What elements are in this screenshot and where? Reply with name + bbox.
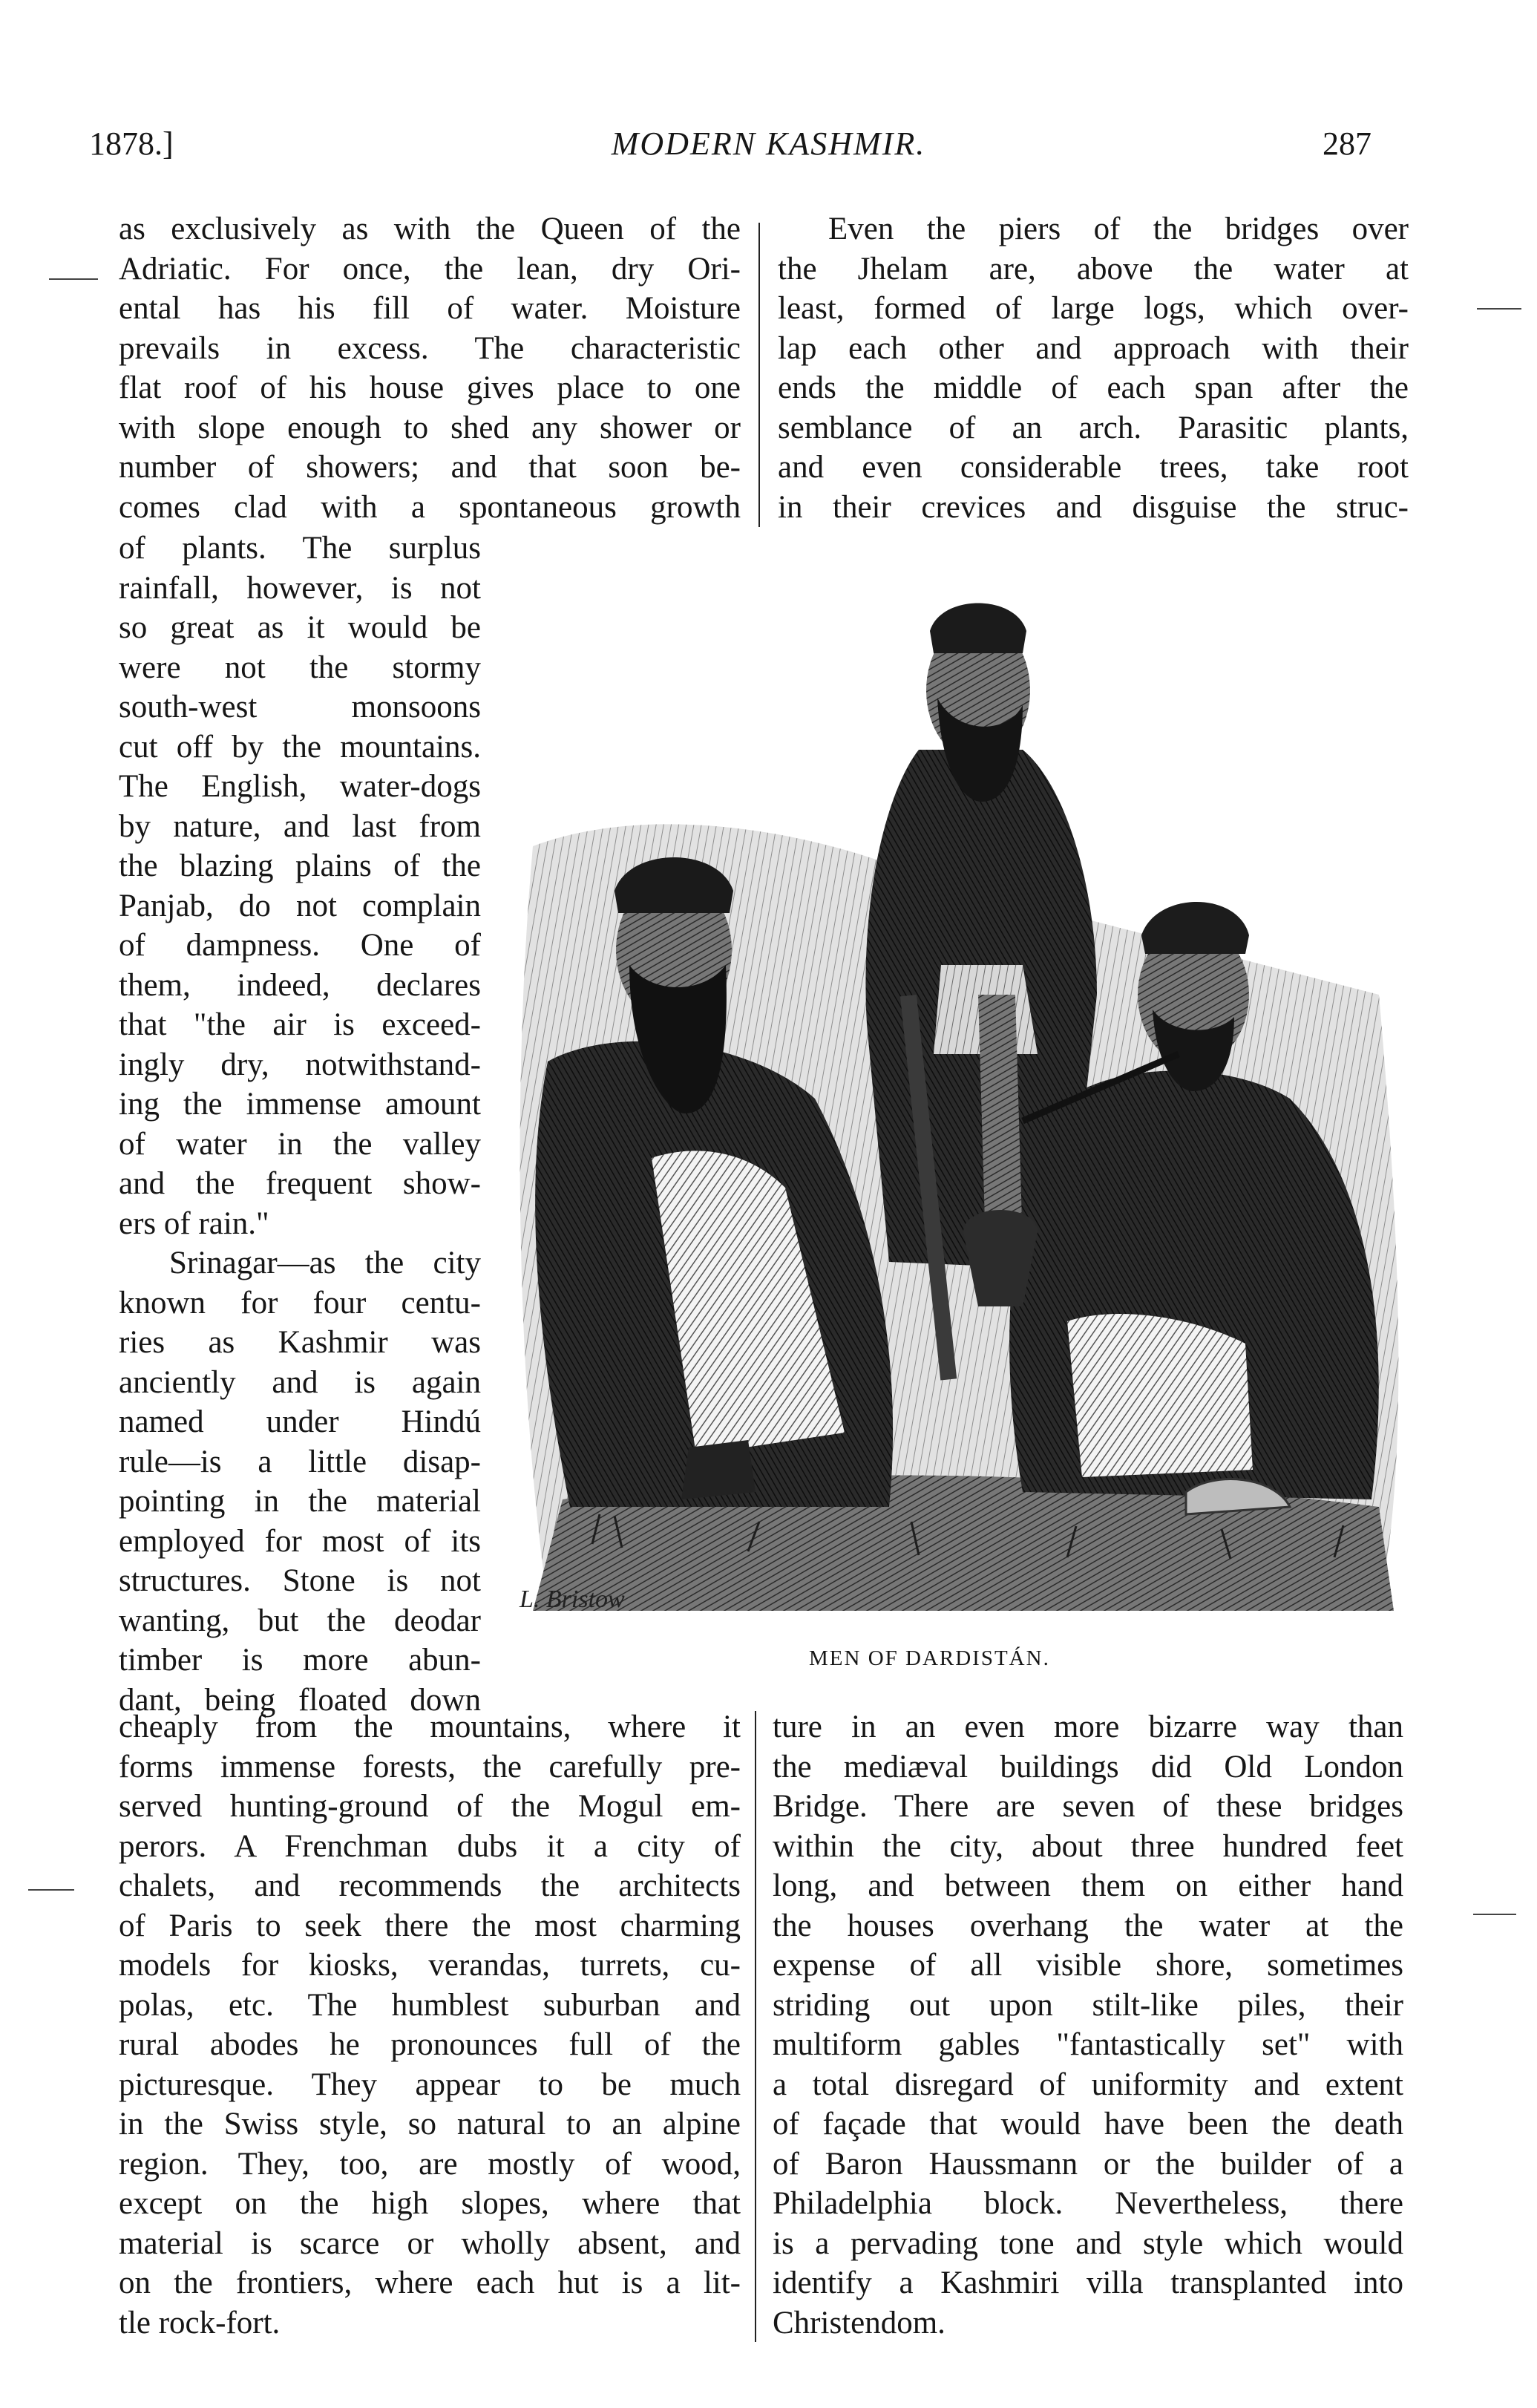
margin-mark (28, 1889, 74, 1891)
running-title: MODERN KASHMIR. (611, 125, 926, 162)
text-line: semblance of an arch. Parasitic plants, (778, 410, 1409, 445)
text-line: polas, etc. The humblest suburban and (119, 1987, 741, 2023)
text-line: as exclusively as with the Queen of the (119, 212, 741, 246)
text-line: rule—is a little disap- (119, 1444, 481, 1479)
text-line: cheaply from the mountains, where it (119, 1710, 741, 1744)
text-line: ingly dry, notwithstand- (119, 1047, 481, 1082)
text-line: named under Hindú (119, 1404, 481, 1439)
column-rule-top (758, 223, 760, 527)
text-line: ers of rain." (119, 1205, 269, 1241)
text-line: rural abodes he pronounces full of the (119, 2027, 741, 2062)
text-line: with slope enough to shed any shower or (119, 410, 741, 445)
bottom-right-column (773, 1707, 1403, 2343)
narrow-column (119, 529, 481, 1720)
text-line: wanting, but the deodar (119, 1603, 481, 1638)
text-line: Srinagar—as the city (169, 1246, 481, 1280)
text-line: of façade that would have been the death (773, 2107, 1403, 2142)
text-line: striding out upon stilt-like piles, their (773, 1987, 1403, 2023)
text-line: in the Swiss style, so natural to an alpine (119, 2107, 741, 2142)
text-line: and even considerable trees, take root (778, 450, 1409, 485)
text-line: least, formed of large logs, which over- (778, 291, 1409, 326)
text-line: lap each other and approach with their (778, 330, 1409, 366)
men-of-dardistan-figure (503, 579, 1409, 1637)
top-left-column (119, 209, 741, 527)
text-line: models for kiosks, verandas, turrets, cu- (119, 1948, 741, 1983)
text-line: pointing in the material (119, 1484, 481, 1519)
text-line: of water in the valley (119, 1126, 481, 1162)
text-line: flat roof of his house gives place to one (119, 370, 741, 405)
text-line: Bridge. There are seven of these bridges (773, 1789, 1403, 1824)
text-line: timber is more abun- (119, 1643, 481, 1678)
text-line: region. They, too, are mostly of wood, (119, 2146, 741, 2182)
text-line: comes clad with a spontaneous growth (119, 489, 741, 525)
text-line: rainfall, however, is not (119, 570, 481, 606)
text-line: Panjab, do not complain (119, 888, 481, 923)
text-line: Even the piers of the bridges over (828, 212, 1409, 246)
text-line: that "the air is exceed- (119, 1007, 481, 1042)
engraver-signature: L. Bristow (520, 1586, 625, 1613)
text-line: of plants. The surplus (119, 531, 481, 566)
text-line: ends the middle of each span after the (778, 370, 1409, 405)
text-line: and the frequent show- (119, 1166, 481, 1201)
text-line: Philadelphia block. Nevertheless, there (773, 2186, 1403, 2221)
text-line: on the frontiers, where each hut is a lit- (119, 2265, 741, 2300)
text-line: were not the stormy (119, 650, 481, 685)
text-line: south-west monsoons (119, 690, 481, 724)
text-line: them, indeed, declares (119, 967, 481, 1003)
text-line: chalets, and recommends the architects (119, 1868, 741, 1903)
text-line: the mediæval buildings did Old London (773, 1749, 1403, 1784)
text-line: ture in an even more bizarre way than (773, 1710, 1403, 1744)
text-line: of Paris to seek there the most charming (119, 1908, 741, 1943)
text-line: within the city, about three hundred feet (773, 1828, 1403, 1864)
margin-mark (1473, 1914, 1516, 1915)
margin-mark (1477, 308, 1521, 310)
text-line: so great as it would be (119, 610, 481, 645)
header-year: 1878.] (89, 125, 174, 162)
text-line: forms immense forests, the carefully pre- (119, 1749, 741, 1784)
text-line: employed for most of its (119, 1523, 481, 1559)
text-line: anciently and is again (119, 1364, 481, 1400)
text-line: a total disregard of uniformity and extent (773, 2067, 1403, 2102)
text-line: picturesque. They appear to be much (119, 2067, 741, 2102)
text-line: multiform gables "fantastically set" with (773, 2027, 1403, 2062)
text-line: in their crevices and disguise the struc- (778, 489, 1409, 525)
text-line: The English, water-dogs (119, 769, 481, 804)
text-line: the blazing plains of the (119, 848, 481, 883)
engraving-illustration (503, 579, 1409, 1637)
margin-mark (49, 278, 98, 280)
text-line: dant, being floated down (119, 1682, 481, 1718)
text-line: known for four centu- (119, 1285, 481, 1321)
bottom-left-column (119, 1707, 741, 2343)
text-line: ries as Kashmir was (119, 1325, 481, 1360)
text-line: identify a Kashmiri villa transplanted into (773, 2265, 1403, 2300)
text-line: ental has his fill of water. Moisture (119, 291, 741, 326)
text-line: tle rock-fort. (119, 2305, 281, 2340)
column-rule-bottom (755, 1711, 756, 2342)
text-line: expense of all visible shore, sometimes (773, 1948, 1403, 1983)
text-line: ing the immense amount (119, 1087, 481, 1122)
figure-caption: MEN OF DARDISTÁN. (809, 1646, 1050, 1670)
text-line: structures. Stone is not (119, 1563, 481, 1598)
page-number: 287 (1323, 125, 1371, 162)
text-line: cut off by the mountains. (119, 729, 481, 765)
top-right-column (778, 209, 1409, 527)
text-line: of Baron Haussmann or the builder of a (773, 2146, 1403, 2182)
text-line: except on the high slopes, where that (119, 2186, 741, 2221)
text-line: perors. A Frenchman dubs it a city of (119, 1828, 741, 1864)
text-line: is a pervading tone and style which would (773, 2225, 1403, 2261)
text-line: the houses overhang the water at the (773, 1908, 1403, 1943)
text-line: long, and between them on either hand (773, 1868, 1403, 1903)
text-line: material is scarce or wholly absent, and (119, 2225, 741, 2261)
text-line: Adriatic. For once, the lean, dry Ori- (119, 251, 741, 287)
text-line: served hunting-ground of the Mogul em- (119, 1789, 741, 1824)
text-line: of dampness. One of (119, 928, 481, 963)
text-line: number of showers; and that soon be- (119, 450, 741, 485)
text-line: Christendom. (773, 2305, 946, 2340)
text-line: prevails in excess. The characteristic (119, 330, 741, 366)
text-line: by nature, and last from (119, 808, 481, 844)
text-line: the Jhelam are, above the water at (778, 251, 1409, 287)
